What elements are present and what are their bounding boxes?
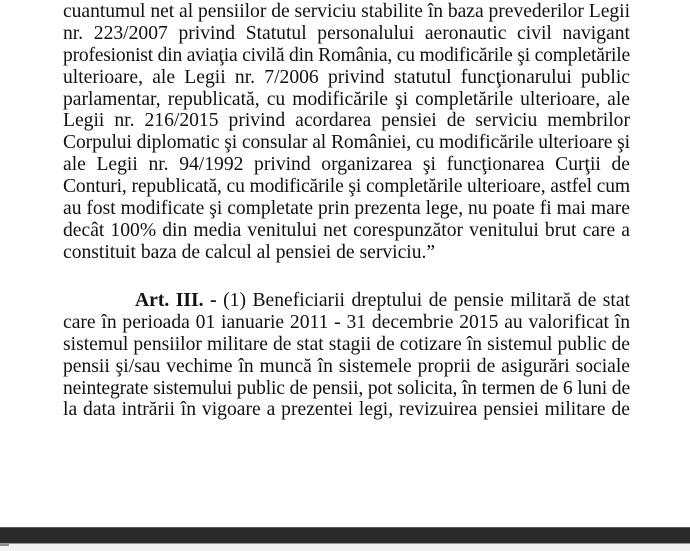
scan-edge-notch <box>0 544 9 546</box>
text-line: profesionist din aviaţia civilă din România, cu modificările şi completările <box>63 44 630 66</box>
scan-edge-bar <box>0 527 690 544</box>
text-line: decât 100% din media venitului net corespunzător venitului brut care a <box>63 219 630 241</box>
text-line: neintegrate sistemului public de pensii, pot solicita, în termen de 6 luni de <box>63 377 630 399</box>
text-line: Legii nr. 216/2015 privind acordarea pensiei de serviciu membrilor <box>63 110 630 132</box>
text-line: parlamentar, republicată, cu modificările şi completările ulterioare, ale <box>63 88 630 110</box>
text-line: Conturi, republicată, cu modificările şi completările ulterioare, astfel cum <box>63 176 630 198</box>
text-line: Corpului diplomatic şi consular al României, cu modificările ulterioare şi <box>63 132 630 154</box>
text-line: care în perioada 01 ianuarie 2011 - 31 decembrie 2015 au valorificat în <box>63 311 630 333</box>
text-line: pensii şi/sau vechime în muncă în sistemele proprii de asigurări sociale <box>63 355 630 377</box>
text-line: la data intrării în vigoare a prezentei legi, revizuirea pensiei militare de <box>63 399 630 421</box>
text-line: nr. 223/2007 privind Statutul personalului aeronautic civil navigant <box>63 22 630 44</box>
text-line: au fost modificate şi completate prin prezenta lege, nu poate fi mai mare <box>63 198 630 220</box>
article-first-line-text: (1) Beneficiarii dreptului de pensie militară de stat <box>223 290 630 311</box>
paragraph-continuation <box>63 1 630 264</box>
text-line: cuantumul net al pensiilor de serviciu stabilite în baza prevederilor Legii <box>63 1 630 22</box>
article-first-line <box>63 290 630 312</box>
text-line: sistemul pensiilor militare de stat stagii de cotizare în sistemul public de <box>63 333 630 355</box>
text-line: constituit baza de calcul al pensiei de serviciu.” <box>63 241 436 263</box>
article-iii-paragraph <box>63 290 630 421</box>
text-line: ale Legii nr. 94/1992 privind organizarea şi funcţionarea Curţii de <box>63 154 630 176</box>
article-label: Art. III. - <box>135 290 217 311</box>
text-line: ulterioare, ale Legii nr. 7/2006 privind statutul funcţionarului public <box>63 66 630 88</box>
